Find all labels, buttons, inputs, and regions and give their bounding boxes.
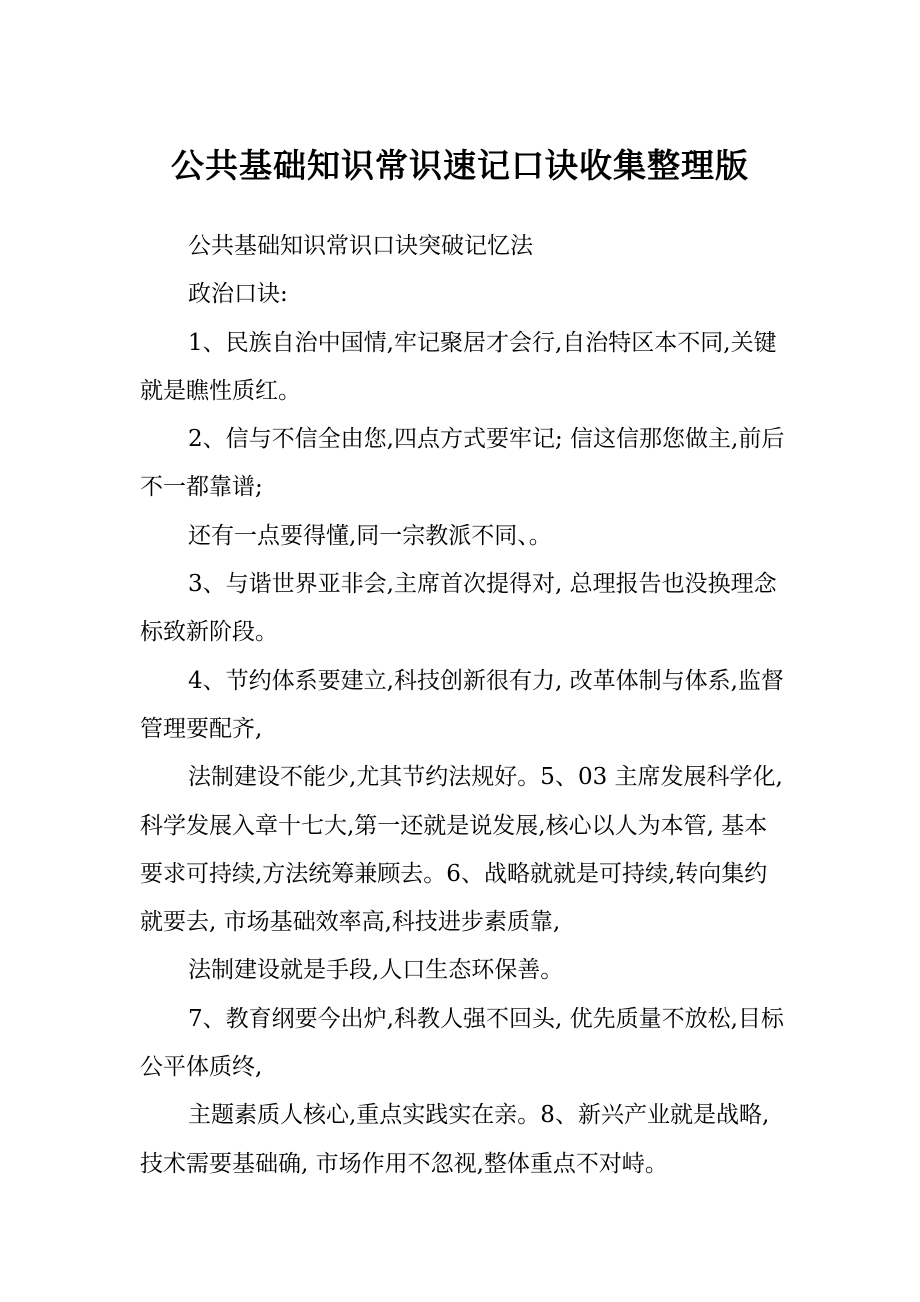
paragraph-item-2-cont: 还有一点要得懂,同一宗教派不同、。 xyxy=(188,522,552,549)
document-title: 公共基础知识常识速记口诀收集整理版 xyxy=(171,146,749,185)
paragraph-item-4: 4、节约体系要建立,科技创新很有力, 改革体制与体系,监督管理要配齐, xyxy=(140,667,784,742)
paragraph-item-7: 7、教育纲要今出炉,科教人强不回头, 优先质量不放松,目标公平体质终, xyxy=(140,1005,784,1081)
paragraph-section-heading: 政治口诀: xyxy=(188,281,288,308)
paragraph-item-1: 1、民族自治中国情,牢记聚居才会行,自治特区本不同,关键就是瞧性质红。 xyxy=(140,329,777,404)
paragraph-item-4-5-6: 法制建设不能少,尤其节约法规好。5、03 主席发展科学化,科学发展入章十七大,第一还就是说发展,核心以人为本管, 基本要求可持续,方法统筹兼顾去。6、战略就就是可持续,转向集约就要去, 市场基础效率高,科技进步素质靠, xyxy=(140,764,783,936)
paragraph-item-6-cont: 法制建设就是手段,人口生态环保善。 xyxy=(188,957,564,984)
paragraph-item-2: 2、信与不信全由您,四点方式要牢记; 信这信那您做主,前后不一都靠谱; xyxy=(140,426,785,501)
document-body xyxy=(140,222,790,1188)
paragraph-item-3: 3、与谐世界亚非会,主席首次提得对, 总理报告也没换理念标致新阶段。 xyxy=(140,571,777,646)
paragraph-item-7-8: 主题素质人核心,重点实践实在亲。8、新兴产业就是战略,技术需要基础确, 市场作用不忽视,整体重点不对峙。 xyxy=(140,1102,770,1177)
paragraph-subtitle: 公共基础知识常识口诀突破记忆法 xyxy=(188,233,533,259)
